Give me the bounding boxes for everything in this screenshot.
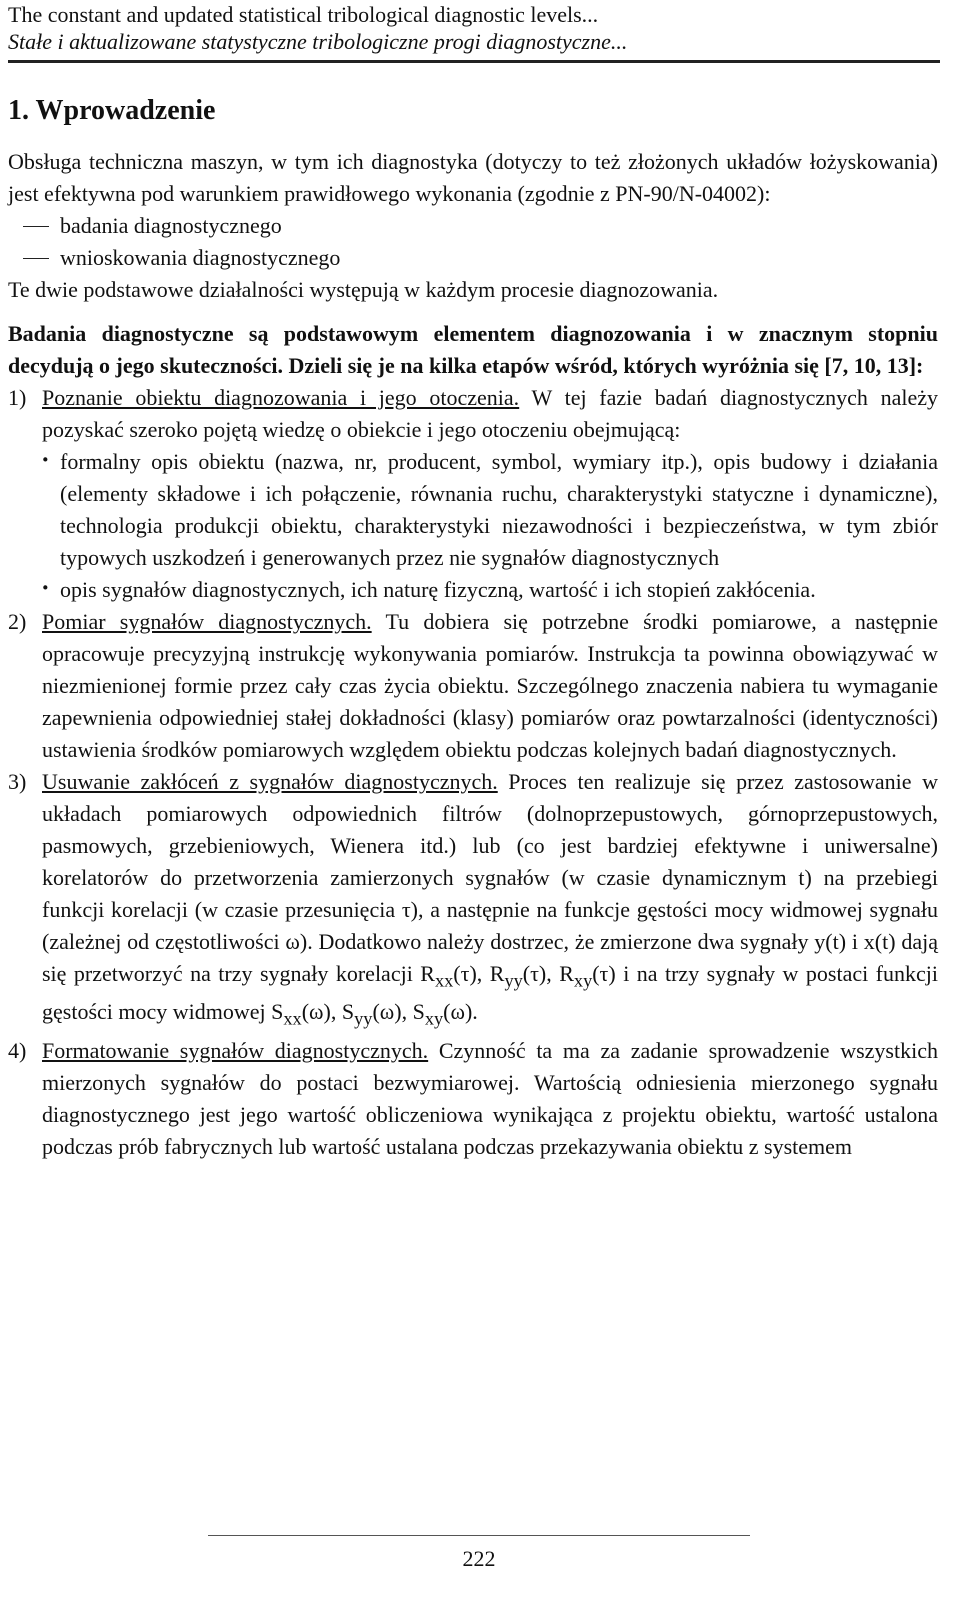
header-rule <box>8 60 940 63</box>
step-3 <box>8 766 938 1035</box>
step-title: Pomiar sygnałów diagnostycznych. <box>42 609 372 634</box>
dash-item-2: wnioskowania diagnostycznego <box>8 242 938 274</box>
spectral-symbol: S <box>412 999 425 1025</box>
step-1 <box>8 382 938 606</box>
intro-paragraph: Obsługa techniczna maszyn, w tym ich diagnostyka (dotyczy to też złożonych układów łożyskowania) jest efektywna pod warunkiem prawidłowego wykonania (zgodnie z PN-90/N-04002): <box>8 149 938 206</box>
step-number: 4) <box>8 1037 27 1063</box>
argument: (τ), <box>522 961 560 986</box>
step-text: i na trzy sygnały w postaci funkcji gęstości mocy widmowej <box>42 961 938 1025</box>
step-text: Proces ten realizuje się przez zastosowanie w układach pomiarowych odpowiednich filtrów (dolnoprzepustowych, górnoprzepustowych, pasmowych, grzebieniowych, Wienera itd.) lub (co jest bardziej efektywne i uniwersalne) korelatorów do przetworzenia zamierzonych sygnałów (w czasie dynamicznym t) na przebiegi funkcji korelacji (w czasie przesunięcia τ), a następnie na funkcje gęstości mocy widmowej sygnału (zależnej od częstotliwości ω). Dodatkowo należy dostrzec, że zmierzone dwa sygnały y(t) i x(t) dają się przetworzyć na trzy sygnały korelacji <box>42 769 938 986</box>
argument: (τ), <box>453 961 490 986</box>
step-text: Czynność ta ma za zadanie sprowadzenie wszystkich mierzonych sygnałów do postaci bezwymiarowej. Wartością odniesienia mierzonego sygnału diagnostycznego jest jego wartość obliczeniowa wynikająca z projektu obiektu, wartość ustalona podczas prób fabrycznych lub wartość ustalana podczas przekazywania obiektu z systemem <box>42 1037 938 1159</box>
bullet-item-2: · opis sygnałów diagnostycznych, ich naturę fizyczną, wartość i ich stopień zakłócenia. <box>8 574 938 606</box>
subscript: xy <box>573 970 593 991</box>
argument: (ω), <box>301 999 342 1025</box>
subscript: xy <box>424 1008 444 1029</box>
bullet-item-1: · formalny opis obiektu (nazwa, nr, producent, symbol, wymiary itp.), opis budowy i działania (elementy składowe i ich połączenie, równania ruchu, charakterystyki statyczne i dynamiczne), technologia produkcji obiektu, charakterystyki niezawodności i bezpieczeństwa, w tym zbiór typowych uszkodzeń i generowanych przez nie sygnałów diagnostycznych <box>8 446 938 574</box>
subscript: yy <box>354 1008 373 1029</box>
argument: (τ) <box>592 961 616 986</box>
step-title: Usuwanie zakłóceń z sygnałów diagnostycznych. <box>42 769 498 794</box>
intro-closing-paragraph: Te dwie podstawowe działalności występują w każdym procesie diagnozowania. <box>8 277 719 302</box>
step-title: Formatowanie sygnałów diagnostycznych. <box>42 1037 429 1063</box>
step-title: Poznanie obiektu diagnozowania i jego otoczenia. <box>42 385 520 410</box>
footer-rule <box>208 1535 750 1536</box>
correlation-symbol: R <box>489 961 505 986</box>
running-header-polish: Stałe i aktualizowane statystyczne tribologiczne progi diagnostyczne... <box>8 29 628 54</box>
argument: (ω), <box>372 999 413 1025</box>
subscript: yy <box>504 970 523 991</box>
correlation-symbol: R <box>420 961 435 986</box>
bold-paragraph: Badania diagnostyczne są podstawowym elementem diagnozowania i w znacznym stopniu decydują o jego skuteczności. Dzieli się je na kilka etapów wśród, których wyróżnia się [7, 10, 13]: <box>8 321 938 378</box>
page-number: 222 <box>462 1546 496 1571</box>
body-text <box>8 146 938 1163</box>
spectral-symbol: S <box>341 999 355 1025</box>
correlation-symbol: R <box>559 961 574 986</box>
step-2 <box>8 606 938 766</box>
spectral-symbol: S <box>271 999 284 1025</box>
dash-item-1: badania diagnostycznego <box>8 210 938 242</box>
subscript: xx <box>434 970 454 991</box>
step-4 <box>8 1035 938 1163</box>
step-number: 2) <box>8 609 27 634</box>
step-number: 1) <box>8 385 27 410</box>
step-number: 3) <box>8 769 27 794</box>
section-title: 1. Wprowadzenie <box>8 95 216 126</box>
running-header-english: The constant and updated statistical tribological diagnostic levels... <box>8 2 599 27</box>
argument: (ω). <box>443 999 478 1025</box>
step-text: Tu dobiera się potrzebne środki pomiarowe, a następnie opracowuje precyzyjną instrukcję wykonywania pomiarów. Instrukcja ta powinna obowiązywać w niezmienionej formie przez cały czas życia obiektu. Szczególnego znaczenia nabiera tu wymaganie zapewnienia odpowiedniej stałej dokładności (klasy) pomiarów oraz powtarzalności (identyczności) ustawienia środków pomiarowych względem obiektu podczas kolejnych badań diagnostycznych. <box>42 609 938 762</box>
step-text: W tej fazie badań diagnostycznych należy pozyskać szeroko pojętą wiedzę o obiekcie i jego otoczeniu obejmującą: <box>42 385 938 442</box>
subscript: xx <box>283 1008 302 1029</box>
